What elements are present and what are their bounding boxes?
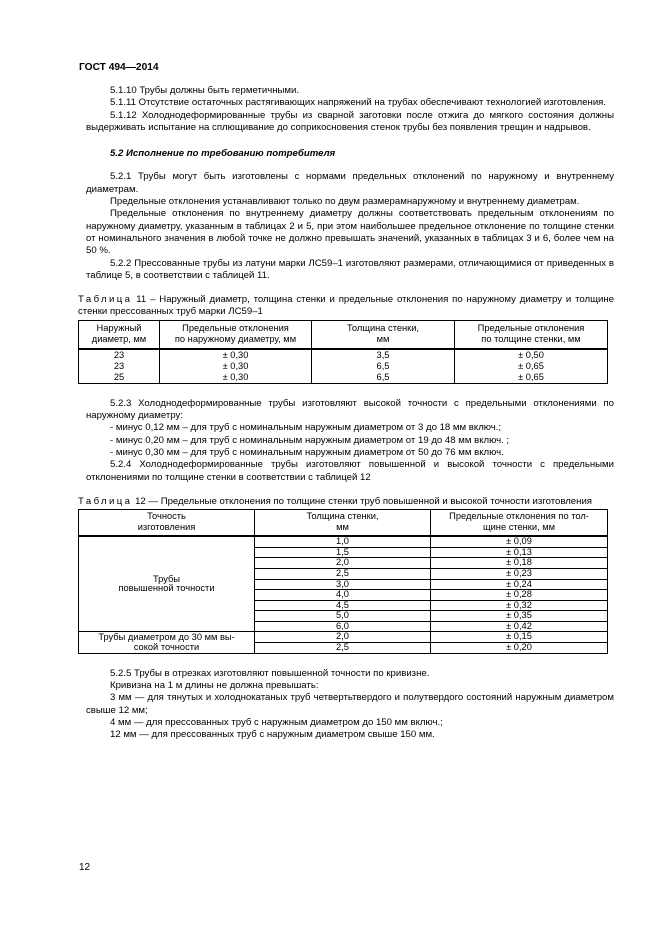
table-12-group-increased-precision: Трубы повышенной точности <box>79 536 255 632</box>
table-12-caption-label: Таблица <box>78 495 133 507</box>
paragraph-5-2-5: 5.2.5 Трубы в отрезках изготовляют повышенной точности по кривизне. <box>110 667 430 679</box>
table-cell: ± 0,13 <box>431 547 608 558</box>
table-cell: 2,0 <box>255 632 431 643</box>
table-cell: 25 <box>79 372 160 384</box>
table-row <box>79 349 608 361</box>
table-cell: 6,5 <box>312 361 455 372</box>
table-cell: ± 0,30 <box>160 361 312 372</box>
paragraph-inner-diameter: Предельные отклонения по внутреннему диаметру должны соответствовать предельным отклонениям по наружному диаметру, указанным в таблицах 2 и 5, при этом наибольшее предельное отклонение по толщине стенки от номинального значения в любой точке не должно превышать значений, указанных в таблицах 3 и 6, более чем на 50 %. <box>86 208 614 257</box>
table-cell: ± 0,35 <box>431 611 608 622</box>
table-cell: ± 0,24 <box>431 579 608 590</box>
table-cell: 2,5 <box>255 568 431 579</box>
table-12 <box>78 509 608 654</box>
table-cell: 1,5 <box>255 547 431 558</box>
table-11 <box>78 320 608 384</box>
paragraph-5-2-4: 5.2.4 Холоднодеформированные трубы изготовляют повышенной и высокой точности с предельными отклонениями по толщине стенки в соответствии с таблицей 12 <box>86 459 614 483</box>
table-cell: ± 0,23 <box>431 568 608 579</box>
section-title-5-2: 5.2 Исполнение по требованию потребителя <box>110 148 336 160</box>
page-number: 12 <box>79 862 91 873</box>
list-item-minus-020: - минус 0,20 мм – для труб с номинальным наружным диаметром от 19 до 48 мм включ. ; <box>110 434 510 446</box>
table-cell: ± 0,32 <box>431 600 608 611</box>
table-cell: 6,5 <box>312 372 455 384</box>
table-cell: 4,0 <box>255 590 431 601</box>
table-12-group-high-precision: Трубы диаметром до 30 мм вы- сокой точности <box>79 632 255 653</box>
paragraph-5-1-12: 5.1.12 Холоднодеформированные трубы из сварной заготовки после отжига до мягкого состояния должны выдерживать испытание на сплющивание до соприкосновения стенок трубы без появления трещин и надрывов. <box>86 109 614 133</box>
table-cell: ± 0,42 <box>431 621 608 632</box>
table-12-header-deviation: Предельные отклонения по тол- щине стенки, мм <box>431 510 608 537</box>
table-cell: ± 0,50 <box>455 349 608 361</box>
table-cell: 3,5 <box>312 349 455 361</box>
table-cell: 2,5 <box>255 643 431 654</box>
table-cell: 4,5 <box>255 600 431 611</box>
table-cell: 23 <box>79 349 160 361</box>
table-cell: ± 0,28 <box>431 590 608 601</box>
table-row <box>79 536 608 547</box>
table-11-header-wall-deviation: Предельные отклонения по толщине стенки, мм <box>455 320 608 349</box>
table-row <box>79 632 608 643</box>
paragraph-5-1-11: 5.1.11 Отсутствие остаточных растягивающих напряжений на трубах обеспечивают технологией изготовления. <box>110 97 607 109</box>
list-item-4mm: 4 мм — для прессованных труб с наружным диаметром до 150 мм включ.; <box>110 716 443 728</box>
table-cell: ± 0,65 <box>455 372 608 384</box>
table-cell: 2,0 <box>255 558 431 569</box>
paragraph-deviations-only: Предельные отклонения устанавливают только по двум размерамнаружному и внутреннему диаметрам. <box>110 196 580 208</box>
table-12-caption-text: 12 — Предельные отклонения по толщине стенки труб повышенной и высокой точности изготовления <box>135 495 592 507</box>
table-cell: 1,0 <box>255 536 431 547</box>
table-12-header-row <box>79 510 608 537</box>
table-cell: ± 0,20 <box>431 643 608 654</box>
page-header-doc-id: ГОСТ 494—2014 <box>79 62 159 73</box>
table-11-header-outer-diameter: Наружный диаметр, мм <box>79 320 160 349</box>
table-11-header-wall-thickness: Толщина стенки, мм <box>312 320 455 349</box>
table-cell: ± 0,65 <box>455 361 608 372</box>
table-cell: ± 0,09 <box>431 536 608 547</box>
paragraph-5-2-2: 5.2.2 Прессованные трубы из латуни марки ЛС59–1 изготовляют размерами, отличающимися от приведенных в таблице 5, в соответствии с таблицей 11. <box>86 257 614 281</box>
table-11-header-outer-deviation: Предельные отклонения по наружному диаметру, мм <box>160 320 312 349</box>
table-row <box>79 361 608 372</box>
table-cell: ± 0,15 <box>431 632 608 643</box>
list-item-12mm: 12 мм — для прессованных труб с наружным диаметром свыше 150 мм. <box>110 729 435 741</box>
table-11-caption <box>78 294 614 319</box>
list-item-minus-030: - минус 0,30 мм – для труб с номинальным наружным диаметром от 50 до 76 мм включ. <box>110 446 504 458</box>
paragraph-curvature: Кривизна на 1 м длины не должна превышать: <box>110 679 319 691</box>
table-cell: 6,0 <box>255 621 431 632</box>
table-cell: 3,0 <box>255 579 431 590</box>
table-cell: 23 <box>79 361 160 372</box>
table-cell: 5,0 <box>255 611 431 622</box>
table-row <box>79 372 608 384</box>
table-12-caption <box>78 496 614 508</box>
table-12-header-wall-thickness: Толщина стенки, мм <box>255 510 431 537</box>
table-11-caption-label: Таблица <box>78 294 133 306</box>
table-11-caption-text: 11 – Наружный диаметр, толщина стенки и предельные отклонения по наружному диаметру и толщине стенки прессованных труб марки ЛС59–1 <box>78 294 615 318</box>
page-content <box>78 85 615 741</box>
list-item-minus-012: - минус 0,12 мм – для труб с номинальным наружным диаметром от 3 до 18 мм включ.; <box>110 422 502 434</box>
table-11-header-row <box>79 320 608 349</box>
paragraph-5-2-1: 5.2.1 Трубы могут быть изготовлены с нормами предельных отклонений по наружному и внутреннему диаметрам. <box>86 171 614 195</box>
table-12-header-precision: Точность изготовления <box>79 510 255 537</box>
table-cell: ± 0,18 <box>431 558 608 569</box>
paragraph-5-2-3: 5.2.3 Холоднодеформированные трубы изготовляют высокой точности с предельными отклонениями по наружному диаметру: <box>86 397 614 422</box>
table-cell: ± 0,30 <box>160 349 312 361</box>
list-item-3mm: 3 мм — для тянутых и холоднокатаных труб четвертьтвердого и полутвердого состояний наружным диаметром свыше 12 мм; <box>86 692 614 716</box>
table-cell: ± 0,30 <box>160 372 312 384</box>
paragraph-5-1-10: 5.1.10 Трубы должны быть герметичными. <box>110 85 300 96</box>
